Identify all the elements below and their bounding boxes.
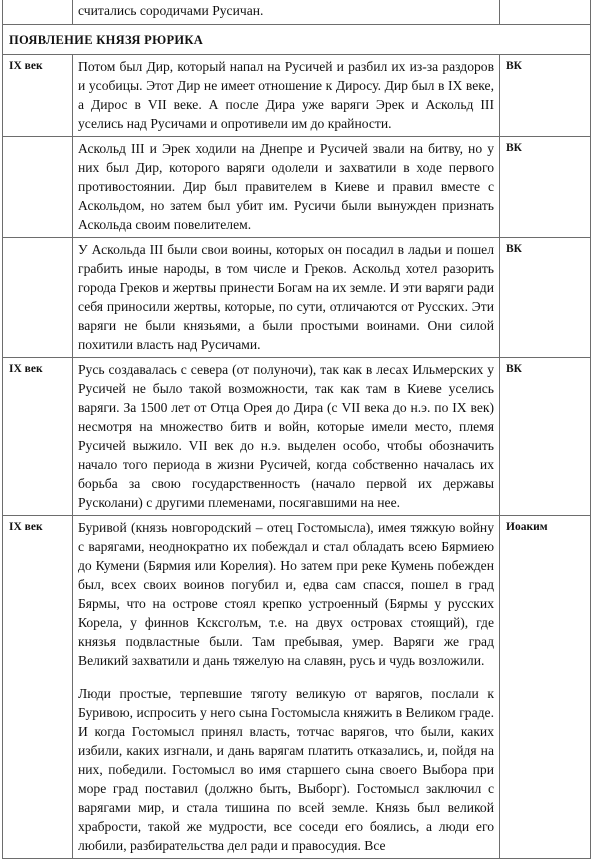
row-text — [73, 358, 499, 515]
row-text — [73, 516, 499, 858]
paragraph: Буривой (князь новгородский – отец Гостомысла), имея тяжкую войну с варягами, неоднократно их побеждал и стал обладать всею Бярмиею до Кумени (Бярмия или Корелия). Но затем при реке Кумень побежден был, всех своих воинов погубил и, едва сам спасся, пошел в град Бярмы, что на острове стоял крепко устроенный (Бярмы у русских Корела, у финнов Ксксголъм, т.е. на двух островах стоящий), где князья подвластные были. Там пребывая, умер. Варяги же град Великий захватили и дань тяжелую на славян, русь и чудь возложили. — [78, 520, 494, 668]
source-cell — [500, 516, 591, 859]
table-row — [3, 358, 591, 516]
text-cell — [73, 137, 500, 238]
source-label: ВК — [506, 363, 523, 375]
row-text — [73, 238, 499, 357]
source-cell — [500, 137, 591, 238]
text-cell — [73, 516, 500, 859]
era-label — [3, 137, 72, 142]
source-cell — [500, 0, 591, 25]
source-label: Иоаким — [506, 521, 548, 533]
section-title: ПОЯВЛЕНИЕ КНЯЗЯ РЮРИКА — [3, 25, 591, 55]
row-text: считались сородичами Русичан. — [78, 3, 264, 18]
source-cell — [500, 55, 591, 137]
source-cell — [500, 238, 591, 358]
text-cell — [73, 238, 500, 358]
era-cell — [3, 0, 73, 25]
row-text — [73, 137, 499, 237]
era-label: IX век — [9, 363, 43, 375]
table-row — [3, 516, 591, 859]
row-text — [73, 55, 499, 136]
era-label — [3, 238, 72, 243]
era-cell — [3, 137, 73, 238]
section-row — [3, 25, 591, 55]
source-label: ВК — [506, 142, 523, 154]
era-cell — [3, 358, 73, 516]
table-row — [3, 0, 591, 25]
paragraph: У Аскольда III были свои воины, которых он посадил в ладьи и пошел грабить иные народы, в том числе и Греков. Аскольд хотел разорить города Греков и жертвы принести Богам на их земле. И эти варяги ради себя приносили жертвы, которые, по сути, отличаются от Русских. Эти варяги не были князьями, а были простыми воинами. Они силой похитили власть над Русичами. — [78, 242, 494, 352]
source-label: ВК — [506, 243, 523, 255]
source-cell — [500, 358, 591, 516]
table-row — [3, 238, 591, 358]
source-label: ВК — [506, 60, 523, 72]
era-label: IX век — [9, 60, 43, 72]
era-cell — [3, 238, 73, 358]
table-row — [3, 137, 591, 238]
text-cell — [73, 0, 500, 25]
paragraph: Аскольд III и Эрек ходили на Днепре и Русичей звали на битву, но у них был Дир, которого варяги одолели и захватили в ходе первого противостоянии. Дир был правителем в Киеве и правил вместе с Аскольдом, но затем был убит им. Русичи были вынужден признать Аскольда своим повелителем. — [78, 141, 494, 232]
text-cell — [73, 358, 500, 516]
chronicle-table — [2, 0, 591, 859]
era-cell — [3, 516, 73, 859]
paragraph: Люди простые, терпевшие тяготу великую от варягов, послали к Буривою, испросить у него сына Гостомысла княжить в Великом граде. И когда Гостомысл принял власть, тотчас варягов, что были, каких избили, каких изгнали, и дань варягам платить отказались, и, пойдя на них, победили. Гостомысл во имя старшего сына своего Выбора при море град поставил (должно быть, Выборг). Гостомысл заключил с варягами мир, и стала тишина по всей земле. Князь был великой храбрости, такой же мудрости, все соседи его боялись, а люди его любили, разбирательства дел ради и правосудия. Все — [78, 686, 494, 853]
era-label: IX век — [9, 521, 43, 533]
text-cell — [73, 55, 500, 137]
table-row — [3, 55, 591, 137]
paragraph: Русь создавалась с севера (от полуночи), так как в лесах Ильмерских у Русичей не было такой возможности, так как там в Киеве уселись варяги. За 1500 лет от Отца Орея до Дира (с VII века до н.э. по IX век) несмотря на множество битв и войн, которые имели место, племя Русичей выжило. VII век до н.э. выделен особо, чтобы обозначить начало того периода в жизни Русичей, когда собственно началась их борьба за свою государственность (начало первой их державы Русколани) с другими племенами, посягавшими на нее. — [78, 362, 494, 510]
paragraph: Потом был Дир, который напал на Русичей и разбил их из-за раздоров и усобицы. Этот Дир не имеет отношение к Диросу. Дир был в IX веке, а Дирос в VII веке. А после Дира уже варяги Эрек и Аскольд III уселись над Русичами и опротивели им до крайности. — [78, 59, 494, 131]
era-cell — [3, 55, 73, 137]
